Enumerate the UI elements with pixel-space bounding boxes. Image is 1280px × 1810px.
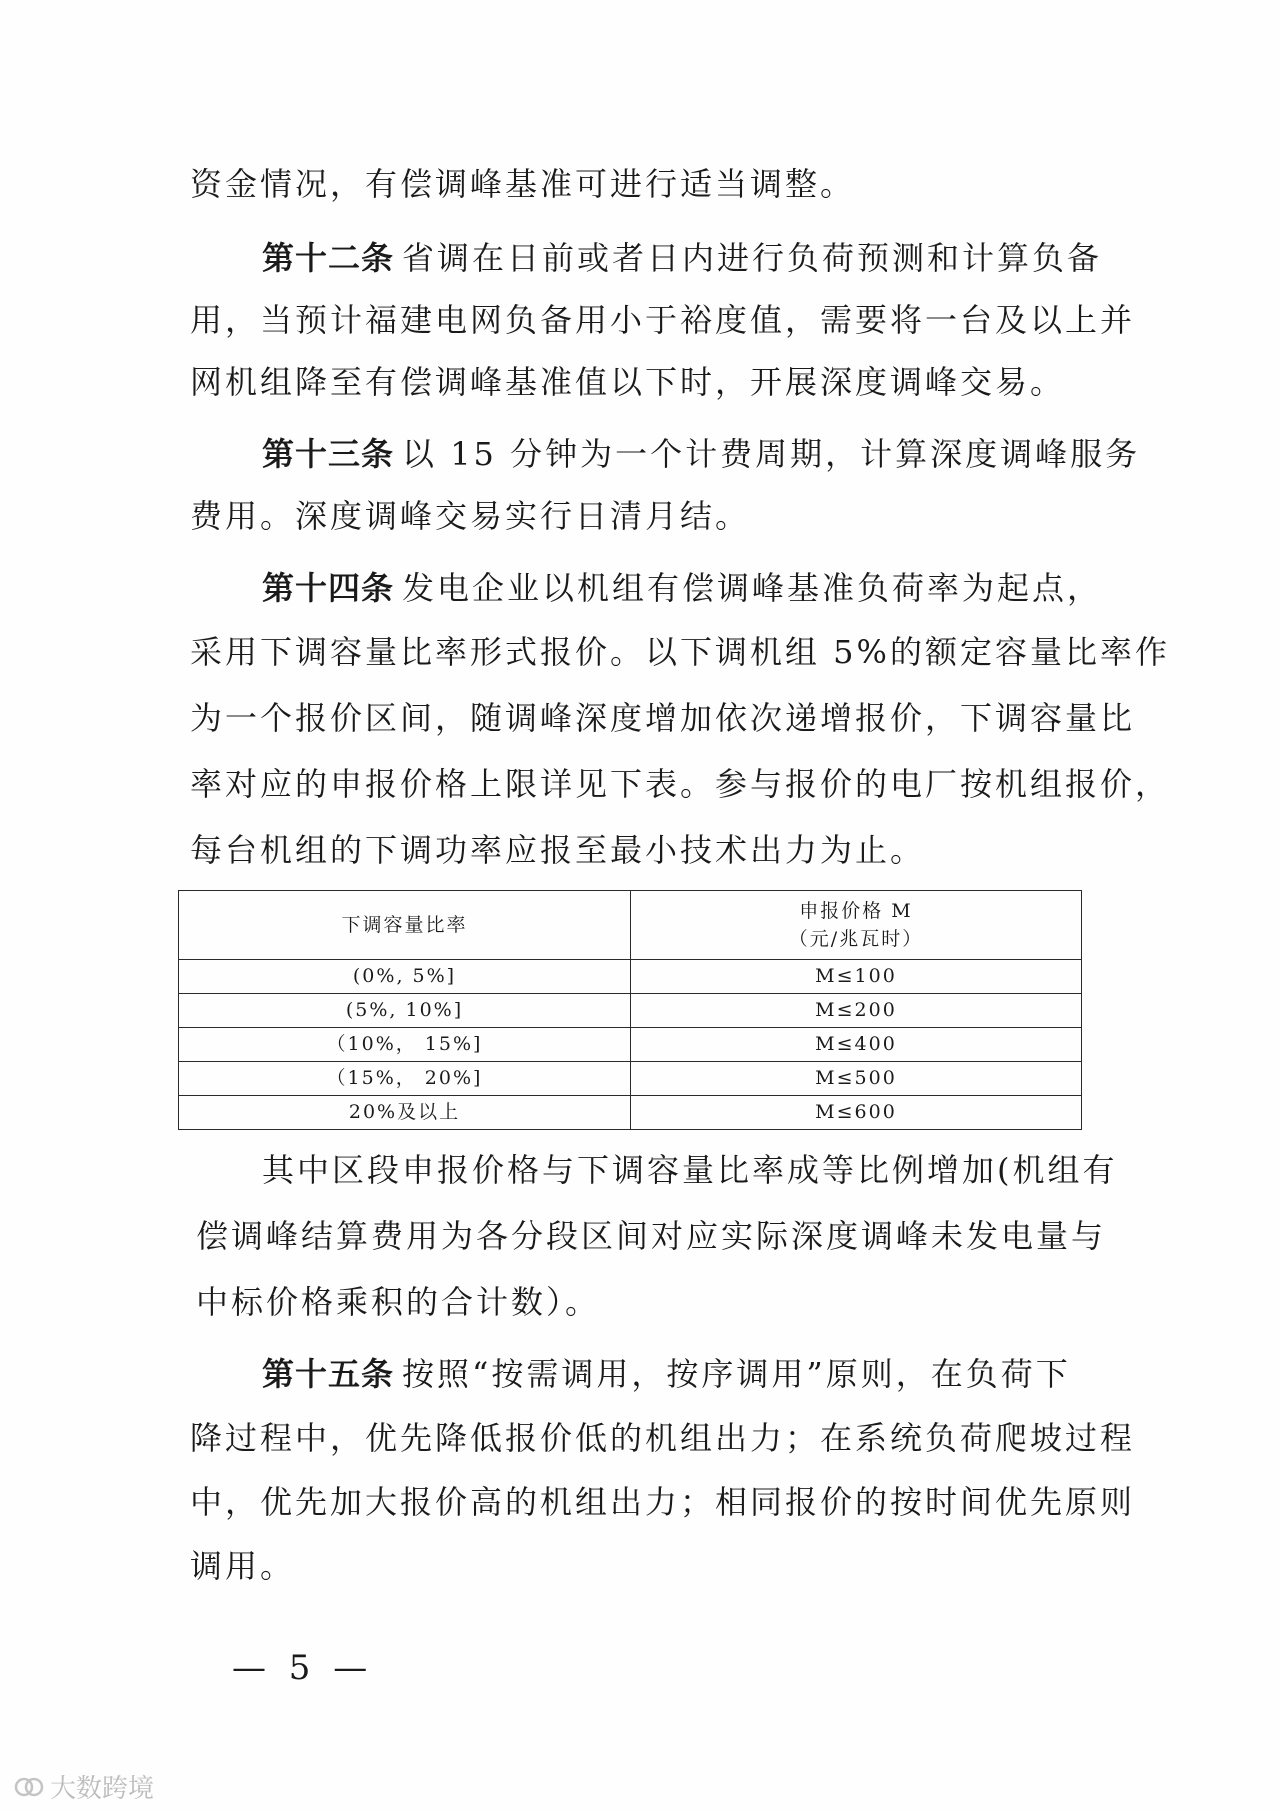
article-14-first-line [262, 568, 1102, 608]
paragraph-line: 为一个报价区间，随调峰深度增加依次递增报价，下调容量比 [190, 699, 1136, 737]
table-header-price-unit: （元/兆瓦时） [788, 928, 924, 950]
article-14-text: 发电企业以机组有偿调峰基准负荷率为起点， [402, 569, 1103, 607]
table-header-ratio: 下调容量比率 [179, 891, 631, 960]
article-13-first-line [262, 434, 1140, 474]
paragraph-line: 降过程中，优先降低报价低的机组出力；在系统负荷爬坡过程 [190, 1419, 1136, 1457]
article-14-label: 第十四条 [262, 569, 395, 607]
article-12-label: 第十二条 [262, 239, 395, 277]
table-cell-price: M≤400 [631, 1028, 1082, 1062]
paragraph-line: 率对应的申报价格上限详见下表。参与报价的电厂按机组报价， [190, 765, 1171, 803]
paragraph-line: 调用。 [190, 1547, 296, 1585]
watermark-text: 大数跨境 [50, 1774, 155, 1804]
watermark [14, 1768, 154, 1805]
article-12-text: 省调在日前或者日内进行负荷预测和计算负备 [402, 239, 1103, 277]
table-cell-price: M≤100 [631, 960, 1082, 994]
paragraph-line: 每台机组的下调功率应报至最小技术出力为止。 [190, 831, 926, 869]
watermark-logo-icon [14, 1772, 44, 1802]
table-cell-ratio: （15%， 20%] [179, 1062, 631, 1096]
table-row [179, 994, 1082, 1028]
paragraph-line: 其中区段申报价格与下调容量比率成等比例增加(机组有 [262, 1151, 1118, 1189]
paragraph-line: 网机组降至有偿调峰基准值以下时，开展深度调峰交易。 [190, 363, 1066, 401]
article-13-label: 第十三条 [262, 435, 395, 473]
table-row [179, 1062, 1082, 1096]
article-13-text: 以 15 分钟为一个计费周期，计算深度调峰服务 [402, 435, 1141, 473]
price-table [178, 890, 1082, 1130]
page-number: — 5 — [232, 1648, 374, 1688]
article-15-text: 按照“按需调用，按序调用”原则，在负荷下 [402, 1355, 1071, 1393]
table-cell-price: M≤500 [631, 1062, 1082, 1096]
table-cell-price: M≤200 [631, 994, 1082, 1028]
paragraph-line: 资金情况，有偿调峰基准可进行适当调整。 [190, 165, 856, 203]
paragraph-line: 用，当预计福建电网负备用小于裕度值，需要将一台及以上并 [190, 301, 1136, 339]
table-row [179, 1028, 1082, 1062]
table-cell-ratio: （10%， 15%] [179, 1028, 631, 1062]
paragraph-line: 中标价格乘积的合计数）。 [196, 1283, 601, 1321]
paragraph-line: 采用下调容量比率形式报价。以下调机组 5%的额定容量比率作 [190, 633, 1170, 671]
paragraph-line: 中，优先加大报价高的机组出力；相同报价的按时间优先原则 [190, 1483, 1136, 1521]
paragraph-line: 偿调峰结算费用为各分段区间对应实际深度调峰未发电量与 [196, 1217, 1107, 1255]
table-row [179, 960, 1082, 994]
article-12-first-line [262, 238, 1102, 278]
table-cell-ratio: 20%及以上 [179, 1096, 631, 1130]
table-row [179, 1096, 1082, 1130]
table-cell-ratio: (0%, 5%] [179, 960, 631, 994]
table-header-price-title: 申报价格 M [799, 900, 913, 922]
article-15-label: 第十五条 [262, 1355, 395, 1393]
table-cell-ratio: (5%, 10%] [179, 994, 631, 1028]
table-header-row [179, 891, 1082, 960]
table-cell-price: M≤600 [631, 1096, 1082, 1130]
table-header-price [631, 891, 1082, 960]
paragraph-line: 费用。深度调峰交易实行日清月结。 [190, 497, 751, 535]
article-15-first-line [262, 1354, 1071, 1394]
